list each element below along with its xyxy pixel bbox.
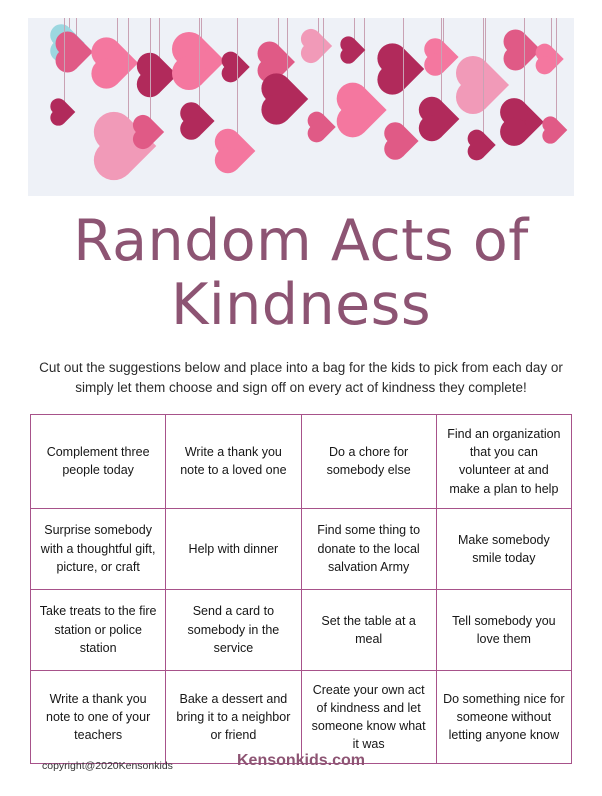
kindness-card[interactable]: Make somebody smile today — [436, 508, 571, 589]
intro-paragraph: Cut out the suggestions below and place into a bag for the kids to pick from each day or simply let them choose and sign off on every act of kindness they complete! — [39, 359, 563, 395]
kindness-card[interactable]: Tell somebody you love them — [436, 589, 571, 670]
heart-icon — [136, 118, 164, 146]
page-title-line-1: Random Acts of — [73, 208, 529, 274]
heart-string — [524, 18, 525, 108]
heart-icon — [423, 101, 460, 138]
heart-icon — [538, 46, 563, 71]
table-row — [31, 415, 572, 509]
heart-string — [364, 18, 365, 94]
page-title-line-2: Kindness — [170, 271, 432, 338]
kindness-card[interactable]: Bake a dessert and bring it to a neighbor or friend — [166, 670, 301, 764]
table-row — [31, 589, 572, 670]
heart-string — [441, 18, 442, 106]
copyright-text: copyright@2020Kensonkids — [42, 760, 173, 772]
heart-string — [150, 18, 151, 122]
hearts-banner — [28, 18, 574, 196]
heart-string — [199, 18, 200, 110]
brand-link[interactable]: Kensonkids.com — [236, 752, 366, 769]
kindness-card[interactable]: Write a thank you note to one of your teachers — [31, 670, 166, 764]
heart-icon — [266, 78, 308, 120]
kindness-card[interactable]: Find an organization that you can volunteer at and make a plan to help — [436, 415, 571, 509]
kindness-suggestions-table — [30, 414, 572, 764]
kindness-card[interactable]: Set the table at a meal — [301, 589, 436, 670]
kindness-card[interactable]: Find some thing to donate to the local salvation Army — [301, 508, 436, 589]
heart-icon — [183, 105, 214, 136]
heart-icon — [96, 42, 138, 84]
printable-page — [0, 18, 602, 796]
heart-icon — [461, 61, 509, 109]
kindness-card[interactable]: Help with dinner — [166, 508, 301, 589]
kindness-card[interactable]: Take treats to the fire station or police station — [31, 589, 166, 670]
heart-string — [556, 18, 557, 122]
heart-string — [159, 18, 160, 62]
heart-icon — [427, 41, 458, 72]
heart-string — [128, 18, 129, 126]
heart-string — [551, 18, 552, 50]
heart-icon — [343, 39, 366, 62]
heart-icon — [304, 32, 332, 60]
kindness-card[interactable]: Send a card to somebody in the service — [166, 589, 301, 670]
table-row — [31, 508, 572, 589]
heart-icon — [504, 102, 544, 142]
heart-icon — [341, 87, 386, 132]
kindness-card[interactable]: Do a chore for somebody else — [301, 415, 436, 509]
heart-string — [237, 18, 238, 138]
page-title — [0, 210, 602, 338]
heart-string — [483, 18, 484, 136]
kindness-card[interactable]: Create your own act of kindness and let someone know what it was — [301, 670, 436, 764]
heart-icon — [470, 132, 495, 157]
heart-icon — [53, 101, 76, 124]
heart-icon — [545, 119, 568, 142]
kindness-card[interactable]: Do something nice for someone without letting anyone know — [436, 670, 571, 764]
heart-string — [403, 18, 404, 130]
heart-icon — [387, 125, 418, 156]
kindness-card[interactable]: Write a thank you note to a loved one — [166, 415, 301, 509]
heart-string — [287, 18, 288, 84]
heart-string — [64, 18, 65, 104]
kindness-card[interactable]: Complement three people today — [31, 415, 166, 509]
heart-icon — [219, 133, 256, 170]
kindness-card[interactable]: Surprise somebody with a thoughtful gift, picture, or craft — [31, 508, 166, 589]
page-footer — [0, 748, 602, 772]
heart-string — [323, 18, 324, 118]
heart-icon — [310, 114, 335, 139]
heart-icon — [177, 37, 225, 85]
